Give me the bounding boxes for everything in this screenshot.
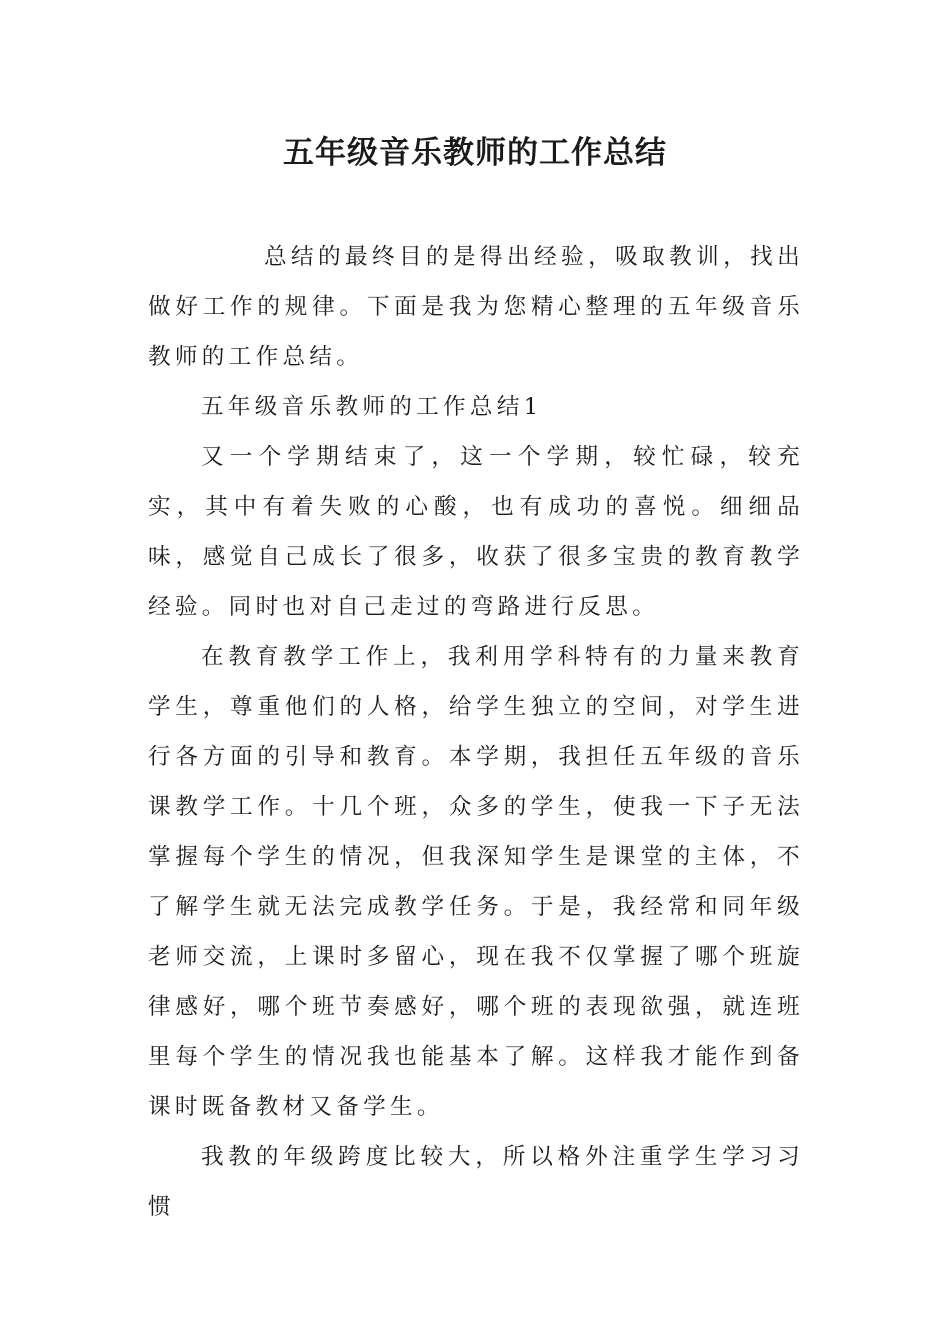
body-paragraph: 在教育教学工作上，我利用学科特有的力量来教育学生，尊重他们的人格，给学生独立的空间，对学生进行各方面的引导和教育。本学期，我担任五年级的音乐课教学工作。十几个班，众多的学生，使我一下子无法掌握每个学生的情况，但我深知学生是课堂的主体，不了解学生就无法完成教学任务。于是，我经常和同年级老师交流，上课时多留心，现在我不仅掌握了哪个班旋律感好，哪个班节奏感好，哪个班的表现欲强，就连班里每个学生的情况我也能基本了解。这样我才能作到备课时既备教材又备学生。	[148, 644, 804, 1120]
section-heading: 五年级音乐教师的工作总结1	[201, 394, 543, 420]
document-body	[148, 232, 804, 1232]
body-paragraph: 又一个学期结束了，这一个学期，较忙碌，较充实，其中有着失败的心酸，也有成功的喜悦。细细品味，感觉自己成长了很多，收获了很多宝贵的教育教学经验。同时也对自己走过的弯路进行反思。	[148, 444, 804, 620]
document-title: 五年级音乐教师的工作总结	[283, 135, 667, 171]
body-paragraph: 我教的年级跨度比较大，所以格外注重学生学习习惯	[148, 1144, 804, 1220]
intro-paragraph: 总结的最终目的是得出经验，吸取教训，找出做好工作的规律。下面是我为您精心整理的五年级音乐教师的工作总结。	[148, 244, 804, 370]
